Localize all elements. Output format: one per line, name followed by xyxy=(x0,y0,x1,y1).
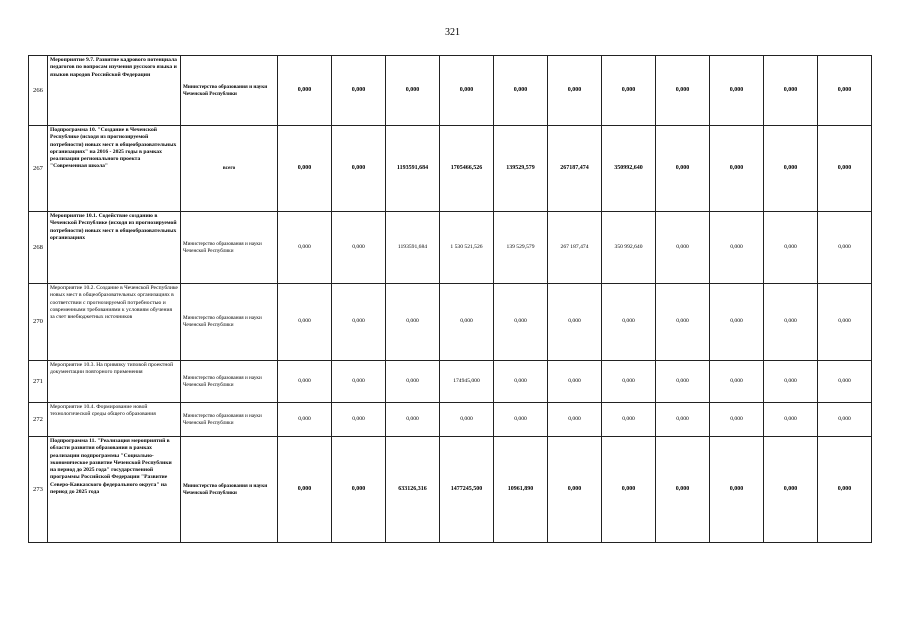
funding-value: 0,000 xyxy=(764,56,818,126)
funding-value: 0,000 xyxy=(440,403,494,437)
funding-value: 0,000 xyxy=(656,212,710,284)
funding-value: 0,000 xyxy=(602,56,656,126)
funding-value: 139529,579 xyxy=(494,126,548,212)
executor: Министерство образования и науки Чеченской Республики xyxy=(181,403,278,437)
funding-value: 0,000 xyxy=(278,361,332,403)
row-number: 273 xyxy=(29,437,48,543)
funding-value: 0,000 xyxy=(710,284,764,361)
row-number: 271 xyxy=(29,361,48,403)
funding-value: 0,000 xyxy=(332,284,386,361)
funding-value: 0,000 xyxy=(818,284,872,361)
funding-value: 0,000 xyxy=(656,361,710,403)
table-row xyxy=(29,361,872,403)
table-body xyxy=(29,56,872,543)
funding-value: 0,000 xyxy=(764,284,818,361)
funding-value: 0,000 xyxy=(710,361,764,403)
funding-value: 0,000 xyxy=(278,284,332,361)
program-name: Подпрограмма 11. "Реализация мероприятий в области развития образования в рамках реализации подпрограммы "Социально-экономическое развитие Чеченской Республики на период до 2025 года" государственной программы Российской Федерации "Развитие Северо-Кавказского федерального округа" на период до 2025 года xyxy=(48,437,181,543)
funding-value: 0,000 xyxy=(386,56,440,126)
funding-value: 1193591,684 xyxy=(386,212,440,284)
funding-value: 0,000 xyxy=(386,361,440,403)
funding-value: 0,000 xyxy=(764,212,818,284)
funding-value: 0,000 xyxy=(278,403,332,437)
funding-value: 0,000 xyxy=(278,126,332,212)
funding-value: 0,000 xyxy=(494,284,548,361)
funding-value: 0,000 xyxy=(818,126,872,212)
funding-value: 139 529,579 xyxy=(494,212,548,284)
funding-value: 0,000 xyxy=(386,284,440,361)
funding-value: 0,000 xyxy=(440,56,494,126)
funding-value: 0,000 xyxy=(548,56,602,126)
budget-table xyxy=(28,55,872,543)
funding-value: 0,000 xyxy=(494,56,548,126)
funding-value: 1705466,526 xyxy=(440,126,494,212)
funding-value: 1477245,500 xyxy=(440,437,494,543)
funding-value: 0,000 xyxy=(818,56,872,126)
executor: Министерство образования и науки Чеченской Республики xyxy=(181,284,278,361)
funding-value: 0,000 xyxy=(818,437,872,543)
funding-value: 0,000 xyxy=(710,403,764,437)
program-name: Мероприятие 10.4. Формирование новой технологической среды общего образования xyxy=(48,403,181,437)
program-name: Мероприятие 9.7. Развитие кадрового потенциала педагогов по вопросам изучения русского языка и языков народов Российской Федерации xyxy=(48,56,181,126)
funding-value: 0,000 xyxy=(602,403,656,437)
funding-value: 0,000 xyxy=(332,361,386,403)
funding-value: 0,000 xyxy=(548,361,602,403)
funding-value: 1193591,684 xyxy=(386,126,440,212)
funding-value: 0,000 xyxy=(656,437,710,543)
funding-value: 0,000 xyxy=(764,437,818,543)
executor: Министерство образования и науки Чеченской Республики xyxy=(181,212,278,284)
funding-value: 0,000 xyxy=(764,126,818,212)
funding-value: 0,000 xyxy=(602,361,656,403)
row-number: 266 xyxy=(29,56,48,126)
page-number: 321 xyxy=(445,27,460,38)
funding-value: 0,000 xyxy=(656,126,710,212)
funding-value: 0,000 xyxy=(494,403,548,437)
funding-value: 10961,890 xyxy=(494,437,548,543)
program-name: Подпрограмма 10. "Создание в Чеченской Республике (исходя из прогнозируемой потребности) новых мест в общеобразовательных организациях" на 2016 - 2025 годы в рамках реализации регионального проекта "Современная школа" xyxy=(48,126,181,212)
funding-value: 0,000 xyxy=(602,437,656,543)
row-number: 268 xyxy=(29,212,48,284)
funding-value: 0,000 xyxy=(764,361,818,403)
funding-value: 1 530 521,526 xyxy=(440,212,494,284)
table-row xyxy=(29,56,872,126)
table-row xyxy=(29,437,872,543)
row-number: 272 xyxy=(29,403,48,437)
funding-value: 0,000 xyxy=(818,361,872,403)
executor: Министерство образования и науки Чеченской Республики xyxy=(181,361,278,403)
funding-value: 0,000 xyxy=(656,284,710,361)
program-name: Мероприятие 10.3. На привязку типовой проектной документации повторного применения xyxy=(48,361,181,403)
funding-value: 0,000 xyxy=(548,284,602,361)
funding-value: 267 187,474 xyxy=(548,212,602,284)
funding-value: 0,000 xyxy=(386,403,440,437)
funding-value: 633126,316 xyxy=(386,437,440,543)
program-name: Мероприятие 10.1. Содействие созданию в Чеченской Республике (исходя из прогнозируемой потребности) новых мест в общеобразовательных организациях xyxy=(48,212,181,284)
table-row xyxy=(29,212,872,284)
funding-value: 0,000 xyxy=(332,56,386,126)
table-row xyxy=(29,403,872,437)
funding-value: 0,000 xyxy=(548,403,602,437)
funding-value: 0,000 xyxy=(332,212,386,284)
funding-value: 267187,474 xyxy=(548,126,602,212)
executor: Министерство образования и науки Чеченской Республики xyxy=(181,56,278,126)
row-number: 270 xyxy=(29,284,48,361)
funding-value: 0,000 xyxy=(278,212,332,284)
funding-value: 0,000 xyxy=(710,56,764,126)
table-row xyxy=(29,126,872,212)
executor: всего xyxy=(181,126,278,212)
funding-value: 0,000 xyxy=(494,361,548,403)
funding-value: 0,000 xyxy=(818,212,872,284)
funding-value: 0,000 xyxy=(656,403,710,437)
funding-value: 0,000 xyxy=(332,126,386,212)
executor: Министерство образования и науки Чеченской Республики xyxy=(181,437,278,543)
funding-value: 0,000 xyxy=(332,403,386,437)
funding-value: 0,000 xyxy=(710,212,764,284)
funding-value: 0,000 xyxy=(818,403,872,437)
funding-value: 0,000 xyxy=(656,56,710,126)
program-name: Мероприятие 10.2. Создание в Чеченской Республике новых мест в общеобразовательных организациях в соответствии с прогнозируемой потребностью и современными требованиями к условиям обучения за счет внебюджетных источников xyxy=(48,284,181,361)
table-row xyxy=(29,284,872,361)
row-number: 267 xyxy=(29,126,48,212)
funding-value: 0,000 xyxy=(548,437,602,543)
funding-value: 0,000 xyxy=(710,126,764,212)
funding-value: 0,000 xyxy=(602,284,656,361)
funding-value: 0,000 xyxy=(332,437,386,543)
funding-value: 350992,640 xyxy=(602,126,656,212)
funding-value: 0,000 xyxy=(764,403,818,437)
funding-value: 0,000 xyxy=(710,437,764,543)
funding-value: 0,000 xyxy=(278,437,332,543)
funding-value: 350 992,640 xyxy=(602,212,656,284)
funding-value: 174945,000 xyxy=(440,361,494,403)
funding-value: 0,000 xyxy=(278,56,332,126)
funding-value: 0,000 xyxy=(440,284,494,361)
